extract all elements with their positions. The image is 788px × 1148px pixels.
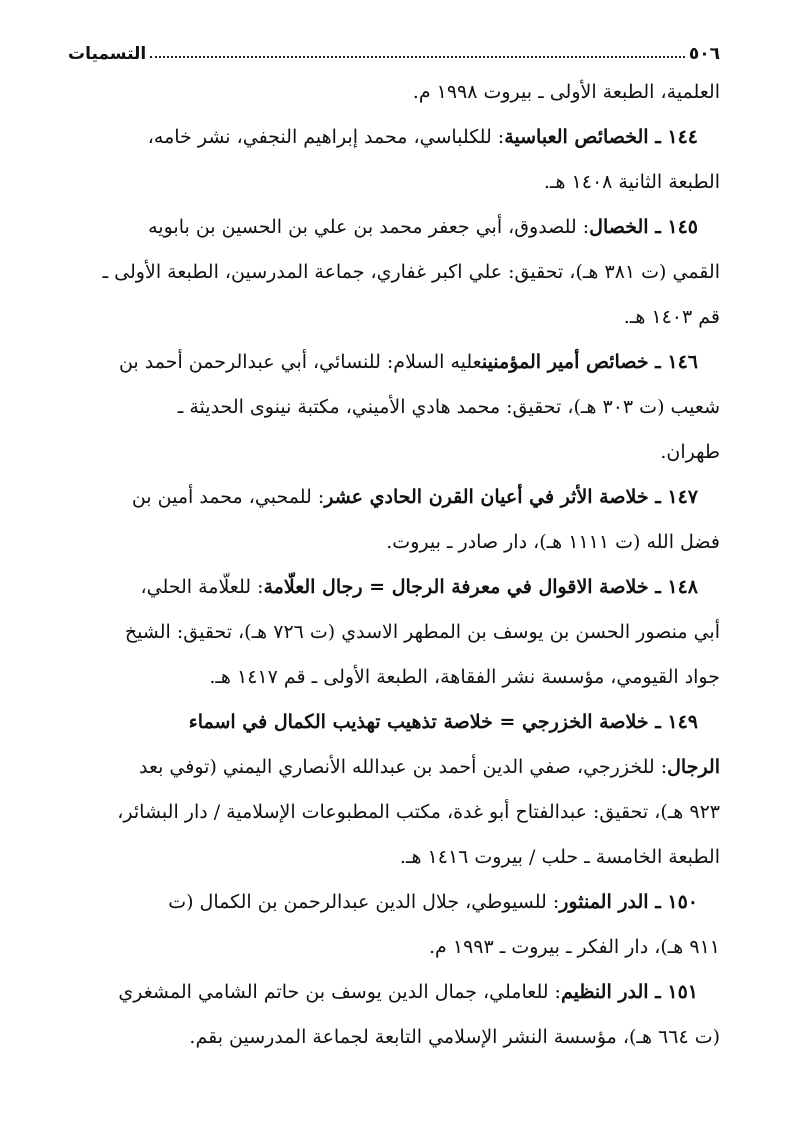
entry-text: عليه السلام: للنسائي، أبي عبدالرحمن أحمد بن <box>118 351 482 373</box>
text-line <box>68 565 720 610</box>
entry-text: العلمية، الطبعة الأولى ـ بيروت ١٩٩٨ م. <box>412 81 720 103</box>
text-line <box>68 295 720 340</box>
text-line <box>68 475 720 520</box>
text-line <box>68 790 720 835</box>
text-line <box>68 160 720 205</box>
text-line <box>68 385 720 430</box>
text-line <box>68 115 720 160</box>
entry-text: الطبعة الثانية ١٤٠٨ هـ. <box>543 171 720 193</box>
entry-title: ١٤٨ ـ خلاصة الاقوال في معرفة الرجال = رجال العلّامة <box>263 576 698 598</box>
running-header <box>68 28 720 64</box>
entry-text: أبي منصور الحسن بن يوسف بن المطهر الاسدي (ت ٧٢٦ هـ)، تحقيق: الشيخ <box>124 621 720 643</box>
entry-text: : للكلباسي، محمد إبراهيم النجفي، نشر خامه، <box>147 126 505 148</box>
entry-title: الرجال <box>667 756 720 778</box>
entry-text: طهران. <box>660 441 720 463</box>
text-line <box>68 925 720 970</box>
entry-title: ١٥٠ ـ الدر المنثور <box>559 891 698 913</box>
entry-title: ١٥١ ـ الدر النظيم <box>560 981 698 1003</box>
entry-title: ١٤٦ ـ خصائص أمير المؤمنين <box>481 351 698 373</box>
entry-text: : للمحبي، محمد أمين بن <box>131 486 325 508</box>
text-line <box>68 835 720 880</box>
text-line <box>68 700 720 745</box>
entry-title: ١٤٧ ـ خلاصة الأثر في أعيان القرن الحادي عشر <box>324 486 698 508</box>
header-dotted-leader <box>150 46 685 58</box>
entry-text: (ت ٦٦٤ هـ)، مؤسسة النشر الإسلامي التابعة لجماعة المدرسين بقم. <box>189 1026 720 1048</box>
entry-title: ١٤٥ ـ الخصال <box>589 216 698 238</box>
text-line <box>68 205 720 250</box>
text-line <box>68 70 720 115</box>
header-title: التسميات <box>68 44 147 64</box>
entry-text: الطبعة الخامسة ـ حلب / بيروت ١٤١٦ هـ. <box>399 846 720 868</box>
bibliography-body <box>68 70 720 1060</box>
entry-title: ١٤٩ ـ خلاصة الخزرجي = خلاصة تذهيب تهذيب الكمال في اسماء <box>188 711 698 733</box>
entry-title: ١٤٤ ـ الخصائص العباسية <box>504 126 698 148</box>
entry-text: ٩١١ هـ)، دار الفكر ـ بيروت ـ ١٩٩٣ م. <box>429 936 720 958</box>
entry-text: : للسيوطي، جلال الدين عبدالرحمن بن الكمال (ت <box>168 891 560 913</box>
text-line <box>68 610 720 655</box>
entry-text: شعيب (ت ٣٠٣ هـ)، تحقيق: محمد هادي الأميني، مكتبة نينوى الحديثة ـ <box>177 396 720 418</box>
text-line <box>68 340 720 385</box>
text-line <box>68 520 720 565</box>
entry-text: فضل الله (ت ١١١١ هـ)، دار صادر ـ بيروت. <box>386 531 720 553</box>
text-line <box>68 880 720 925</box>
text-line <box>68 970 720 1015</box>
text-line <box>68 655 720 700</box>
page-number: ٥٠٦ <box>688 44 720 64</box>
entry-text: : للخزرجي، صفي الدين أحمد بن عبدالله الأنصاري اليمني (توفي بعد <box>138 756 668 778</box>
entry-text: جواد القيومي، مؤسسة نشر الفقاهة، الطبعة الأولى ـ قم ١٤١٧ هـ. <box>209 666 720 688</box>
text-line <box>68 1015 720 1060</box>
entry-text: : للعاملي، جمال الدين يوسف بن حاتم الشامي المشغري <box>118 981 561 1003</box>
entry-text: القمي (ت ٣٨١ هـ)، تحقيق: علي اكبر غفاري، جماعة المدرسين، الطبعة الأولى ـ <box>102 261 720 283</box>
text-line <box>68 250 720 295</box>
entry-text: : للعلّامة الحلي، <box>140 576 264 598</box>
text-line <box>68 430 720 475</box>
entry-text: ٩٢٣ هـ)، تحقيق: عبدالفتاح أبو غدة، مكتب المطبوعات الإسلامية / دار البشائر، <box>117 801 720 823</box>
text-line <box>68 745 720 790</box>
entry-text: : للصدوق، أبي جعفر محمد بن علي بن الحسين بن بابويه <box>148 216 590 238</box>
entry-text: قم ١٤٠٣ هـ. <box>623 306 720 328</box>
